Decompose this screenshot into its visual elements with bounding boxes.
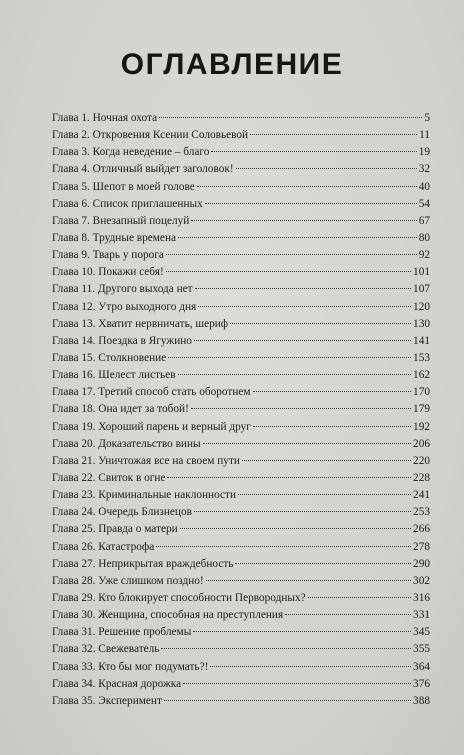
chapter-title: Глава 9. Тварь у порога — [52, 249, 164, 262]
dot-leader — [194, 328, 411, 341]
dot-leader — [178, 225, 417, 238]
dot-leader — [178, 362, 411, 375]
dot-leader — [167, 465, 411, 478]
page-title: ОГЛАВЛЕНИЕ — [120, 48, 344, 81]
dot-leader — [205, 191, 417, 204]
dot-leader — [161, 636, 411, 649]
chapter-title: Глава 27. Неприкрытая враждебность — [52, 557, 234, 570]
dot-leader — [156, 534, 411, 547]
page-number: 101 — [413, 266, 430, 279]
chapter-title: Глава 10. Покажи себя! — [52, 266, 164, 279]
chapter-title: Глава 4. Отличный выйдет заголовок! — [52, 163, 234, 176]
dot-leader — [168, 345, 411, 358]
dot-leader — [191, 208, 416, 221]
dot-leader — [285, 602, 411, 615]
page-number: 316 — [413, 591, 430, 604]
chapter-title: Глава 13. Хватит нервничать, шериф — [52, 317, 229, 330]
page-number: 80 — [418, 231, 430, 244]
page-number: 92 — [418, 249, 430, 262]
dot-leader — [236, 156, 417, 169]
chapter-title: Глава 28. Уже слишком поздно! — [52, 574, 204, 587]
dot-leader — [180, 516, 411, 529]
chapter-title: Глава 16. Шелест листьев — [52, 369, 176, 382]
dot-leader — [308, 585, 411, 598]
dot-leader — [206, 568, 411, 581]
page-number: 67 — [418, 214, 430, 227]
page-number: 376 — [413, 677, 430, 690]
page-number: 206 — [413, 437, 430, 450]
dot-leader — [253, 379, 411, 392]
chapter-title: Глава 2. Откровения Ксении Соловьевой — [52, 129, 249, 142]
dot-leader — [235, 551, 411, 564]
page-number: 54 — [418, 197, 430, 210]
page-number: 228 — [413, 471, 430, 484]
page-number: 5 — [424, 112, 430, 124]
dot-leader — [195, 276, 411, 289]
dot-leader — [238, 482, 411, 495]
chapter-title: Глава 8. Трудные времена — [52, 231, 177, 244]
chapter-title: Глава 12. Утро выходного дня — [52, 300, 197, 313]
page-number: 170 — [413, 386, 430, 399]
page-number: 19 — [418, 146, 430, 159]
chapter-title: Глава 17. Третий способ стать оборотнем — [52, 386, 251, 399]
page-number: 192 — [413, 420, 430, 433]
chapter-title: Глава 30. Женщина, способная на преступления — [52, 609, 284, 622]
dot-leader — [164, 688, 411, 701]
chapter-title: Глава 6. Список приглашенных — [52, 197, 203, 210]
dot-leader — [203, 431, 411, 444]
toc-entry — [52, 691, 430, 708]
page-number: 130 — [413, 317, 430, 330]
chapter-title: Глава 29. Кто блокирует способности Первородных? — [52, 591, 306, 604]
chapter-title: Глава 31. Решение проблемы — [52, 626, 192, 639]
chapter-title: Глава 21. Уничтожая все на своем пути — [52, 454, 240, 467]
page-number: 388 — [413, 694, 430, 707]
page-number: 32 — [418, 163, 430, 176]
page-number: 364 — [413, 660, 430, 673]
dot-leader — [159, 105, 422, 118]
chapter-title: Глава 14. Поездка в Ягужино — [52, 334, 192, 347]
chapter-title: Глава 20. Доказательство вины — [52, 437, 201, 450]
page-number: 11 — [419, 129, 430, 142]
chapter-title: Глава 3. Когда неведение – благо — [52, 146, 210, 159]
table-of-contents — [52, 108, 430, 708]
chapter-title: Глава 35. Эксперимент — [52, 694, 162, 707]
chapter-title: Глава 11. Другого выхода нет — [52, 283, 193, 296]
chapter-title: Глава 19. Хороший парень и верный друг — [52, 420, 251, 433]
dot-leader — [198, 294, 411, 307]
dot-leader — [211, 139, 416, 152]
dot-leader — [193, 619, 411, 632]
dot-leader — [230, 311, 411, 324]
page-number: 179 — [413, 403, 430, 416]
page-number: 107 — [413, 283, 430, 296]
dot-leader — [253, 414, 411, 427]
page-number: 220 — [413, 454, 430, 467]
dot-leader — [250, 122, 417, 135]
chapter-title: Глава 34. Красная дорожка — [52, 677, 182, 690]
page-number: 40 — [418, 180, 430, 193]
page-number: 266 — [413, 523, 430, 536]
page-number: 253 — [413, 506, 430, 519]
dot-leader — [197, 174, 417, 187]
page-number: 355 — [413, 643, 430, 656]
chapter-title: Глава 33. Кто бы мог подумать?! — [52, 660, 209, 673]
chapter-title: Глава 32. Свежеватель — [52, 643, 160, 656]
chapter-title: Глава 7. Внезапный поцелуй — [52, 214, 190, 227]
page-number: 278 — [413, 540, 430, 553]
page-number: 331 — [413, 609, 430, 622]
page-number: 302 — [413, 574, 430, 587]
dot-leader — [194, 499, 411, 512]
chapter-title: Глава 1. Ночная охота — [52, 112, 158, 124]
dot-leader — [166, 242, 417, 255]
chapter-title: Глава 5. Шепот в моей голове — [52, 180, 195, 193]
chapter-title: Глава 23. Криминальные наклонности — [52, 489, 236, 502]
page-number: 241 — [413, 489, 430, 502]
page-number: 153 — [413, 351, 430, 364]
dot-leader — [191, 396, 411, 409]
dot-leader — [242, 448, 411, 461]
chapter-title: Глава 24. Очередь Близнецов — [52, 506, 192, 519]
page-number: 141 — [413, 334, 430, 347]
chapter-title: Глава 22. Свиток в огне — [52, 471, 166, 484]
page-number: 120 — [413, 300, 430, 313]
chapter-title: Глава 25. Правда о матери — [52, 523, 178, 536]
dot-leader — [210, 654, 411, 667]
dot-leader — [166, 259, 411, 272]
chapter-title: Глава 26. Катастрофа — [52, 540, 155, 553]
chapter-title: Глава 15. Столкновение — [52, 351, 167, 364]
dot-leader — [183, 671, 411, 684]
page-number: 345 — [413, 626, 430, 639]
page-number: 290 — [413, 557, 430, 570]
chapter-title: Глава 18. Она идет за тобой! — [52, 403, 189, 416]
page-number: 162 — [413, 369, 430, 382]
